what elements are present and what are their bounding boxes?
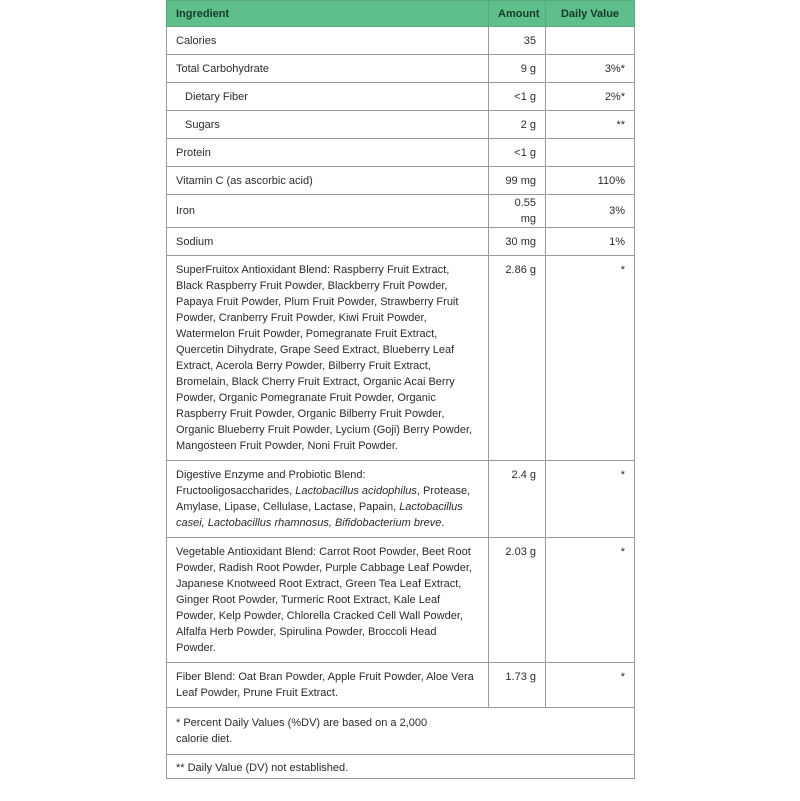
blend-daily-value: * [546, 538, 635, 663]
ingredient-amount: 2 g [489, 111, 546, 139]
ingredient-daily-value: 3% [546, 195, 635, 228]
ingredient-name: Sugars [167, 111, 489, 139]
ingredient-amount: 9 g [489, 55, 546, 83]
footnote-dv-not-established: ** Daily Value (DV) not established. [167, 755, 635, 779]
ingredient-name: Dietary Fiber [167, 83, 489, 111]
footnote-row [167, 708, 635, 755]
ingredient-name: Iron [167, 195, 489, 228]
ingredient-daily-value [546, 27, 635, 55]
ingredient-amount: <1 g [489, 83, 546, 111]
blend-row-digestive-enzyme [167, 461, 635, 538]
ingredient-daily-value: 2%* [546, 83, 635, 111]
ingredient-daily-value: ** [546, 111, 635, 139]
table-row [167, 27, 635, 55]
blend-row-fiber [167, 663, 635, 708]
blend-amount: 2.86 g [489, 256, 546, 461]
footnote-percent-dv [167, 708, 635, 755]
ingredient-name: Vitamin C (as ascorbic acid) [167, 167, 489, 195]
ingredient-name: Protein [167, 139, 489, 167]
supplement-facts-table [166, 0, 635, 779]
header-amount: Amount [489, 1, 546, 27]
ingredient-name: Calories [167, 27, 489, 55]
table-row [167, 111, 635, 139]
footnote-row [167, 755, 635, 779]
ingredient-amount: 99 mg [489, 167, 546, 195]
blend-daily-value: * [546, 461, 635, 538]
table-row [167, 195, 635, 228]
blend-description [167, 461, 489, 538]
blend-amount: 1.73 g [489, 663, 546, 708]
blend-description: Fiber Blend: Oat Bran Powder, Apple Fruit Powder, Aloe Vera Leaf Powder, Prune Fruit Extract. [167, 663, 489, 708]
blend-amount: 2.03 g [489, 538, 546, 663]
table-row [167, 228, 635, 256]
ingredient-amount: 0.55 mg [489, 195, 546, 228]
blend-text-part: Digestive Enzyme and Probiotic Blend: Fructooligosaccharides, [176, 469, 366, 497]
blend-amount: 2.4 g [489, 461, 546, 538]
table-row [167, 83, 635, 111]
blend-row-vegetable-antioxidant [167, 538, 635, 663]
blend-text-part: . [441, 517, 445, 529]
ingredient-daily-value [546, 139, 635, 167]
ingredient-daily-value: 110% [546, 167, 635, 195]
table-header-row [167, 1, 635, 27]
table-row [167, 167, 635, 195]
blend-daily-value: * [546, 256, 635, 461]
header-daily-value: Daily Value [546, 1, 635, 27]
ingredient-amount: 35 [489, 27, 546, 55]
ingredient-daily-value: 3%* [546, 55, 635, 83]
ingredient-daily-value: 1% [546, 228, 635, 256]
blend-description: SuperFruitox Antioxidant Blend: Raspberry Fruit Extract, Black Raspberry Fruit Powder, Blackberry Fruit Powder, Papaya Fruit Powder, Plum Fruit Powder, Strawberry Fruit Powder, Cranberry Fruit Powder, Kiwi Fruit Powder, Watermelon Fruit Powder, Pomegranate Fruit Extract, Quercetin Dihydrate, Grape Seed Extract, Blueberry Leaf Extract, Acerola Berry Powder, Bilberry Fruit Extract, Bromelain, Black Cherry Fruit Extract, Organic Acai Berry Powder, Organic Pomegranate Fruit Powder, Organic Raspberry Fruit Powder, Organic Bilberry Fruit Powder, Organic Blueberry Fruit Powder, Lycium (Goji) Berry Powder, Mangosteen Fruit Powder, Noni Fruit Powder. [167, 256, 489, 461]
header-ingredient: Ingredient [167, 1, 489, 27]
blend-italic-part: Lactobacillus casei, Lactobacillus rhamnosus, Bifidobacterium breve [176, 501, 463, 529]
table-row [167, 55, 635, 83]
blend-text-part: , Protease, Amylase, Lipase, Cellulase, Lactase, Papain, [176, 485, 471, 513]
ingredient-name: Total Carbohydrate [167, 55, 489, 83]
table-row [167, 139, 635, 167]
blend-italic-part: Lactobacillus acidophilus [295, 485, 417, 497]
ingredient-amount: 30 mg [489, 228, 546, 256]
ingredient-amount: <1 g [489, 139, 546, 167]
ingredient-name: Sodium [167, 228, 489, 256]
blend-daily-value: * [546, 663, 635, 708]
blend-row-superfruitox [167, 256, 635, 461]
blend-description: Vegetable Antioxidant Blend: Carrot Root Powder, Beet Root Powder, Radish Root Powder, Purple Cabbage Leaf Powder, Japanese Knotweed Root Extract, Green Tea Leaf Extract, Ginger Root Powder, Turmeric Root Extract, Kale Leaf Powder, Kelp Powder, Chlorella Cracked Cell Wall Powder, Alfalfa Herb Powder, Spirulina Powder, Broccoli Head Powder. [167, 538, 489, 663]
footnote-text: * Percent Daily Values (%DV) are based on a 2,000 calorie diet. [176, 717, 428, 745]
